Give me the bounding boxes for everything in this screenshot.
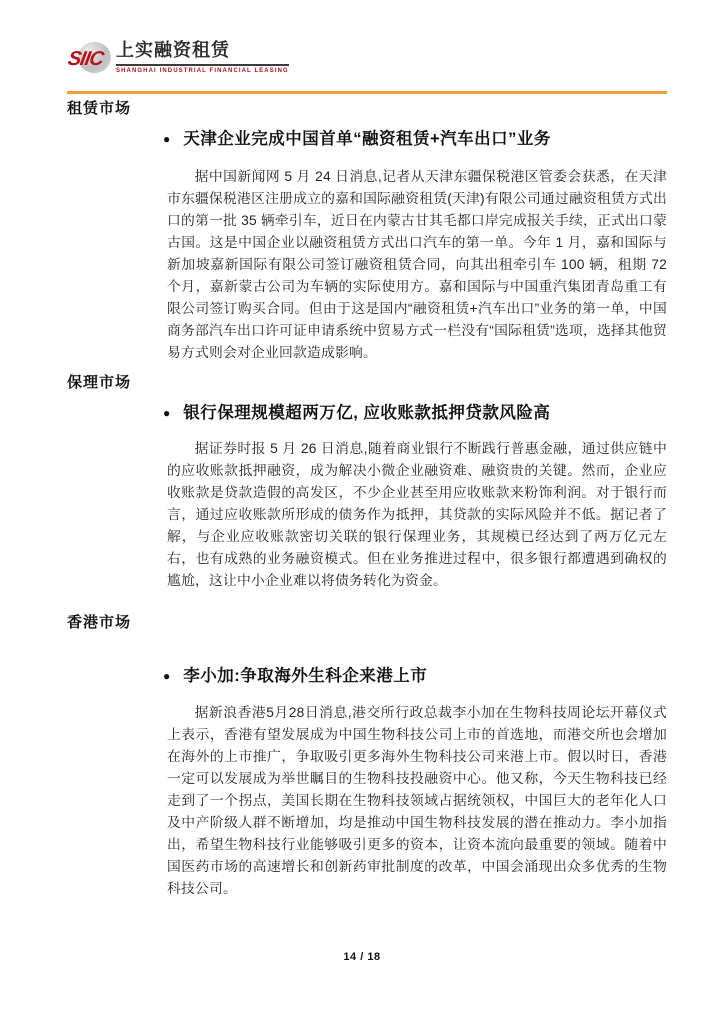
article-headline-row: [163, 665, 667, 687]
section-title: 香港市场: [67, 614, 132, 631]
section-hongkong-market: [67, 612, 667, 900]
newsletter-content: [67, 98, 667, 900]
logo-text-block: [116, 39, 289, 74]
section-leasing-market: [67, 98, 667, 364]
section-title: 租赁市场: [67, 100, 132, 117]
bullet-icon: ●: [163, 132, 171, 146]
siic-globe-emblem: [66, 39, 114, 79]
article-body: 据中国新闻网 5 月 24 日消息,记者从天津东疆保税港区管委会获悉，在天津市东疆保税港区注册成立的嘉和国际融资租赁(天津)有限公司通过融资租赁方式出口的第一批 35 辆牵引车，近日在内蒙古甘其毛都口岸完成报关手续，正式出口蒙古国。这是中国企业以融资租赁方式出口汽车的第一单。今年 1 月，嘉和国际与新加坡嘉新国际有限公司签订融资租赁合同，向其出租牵引车 100 辆，租期 72 个月，嘉新蒙古公司为车辆的实际使用方。嘉和国际与中国重汽集团青岛重工有限公司签订购买合同。但由于这是国内“融资租赁+汽车出口”业务的第一单，中国商务部汽车出口许可证申请系统中贸易方式一栏没有“国际租赁”选项，选择其他贸易方式则会对企业回款造成影响。: [167, 169, 667, 360]
article-body: 据新浪香港5月28日消息,港交所行政总裁李小加在生物科技周论坛开幕仪式上表示，香港有望发展成为中国生物科技公司上市的首选地，而港交所也会增加在海外的上市推广，争取吸引更多海外生物科技公司来港上市。假以时日，香港一定可以发展成为举世瞩目的生物科技投融资中心。他又称，今天生物科技已经走到了一个拐点，美国长期在生物科技领域占据统领权，中国巨大的老年化人口及中产阶级人群不断增加，均是推动中国生物科技发展的潜在推动力。李小加指出，希望生物科技行业能够吸引更多的资本，让资本流向最重要的领域。随着中国医药市场的高速增长和创新药审批制度的改革，中国会涌现出众多优秀的生物科技公司。: [167, 705, 667, 896]
article-headline: 银行保理规模超两万亿, 应收账款抵押贷款风险高: [183, 404, 551, 422]
article-body: 据证券时报 5 月 26 日消息,随着商业银行不断践行普惠金融，通过供应链中的应收账款抵押融资，成为解决小微企业融资难、融资贵的关键。然而，企业应收账款是贷款造假的高发区，不少企业甚至用应收账款来粉饰利润。对于银行而言，通过应收账款所形成的债务作为抵押，其贷款的实际风险并不低。据记者了解，与企业应收账款密切关联的银行保理业务，其规模已经达到了两万亿元左右，也有成熟的业务融资模式。但在业务推进过程中，很多银行都遭遇到确权的尴尬，这让中小企业难以将债务转化为资金。: [167, 441, 667, 588]
bullet-icon: ●: [163, 669, 171, 683]
article-headline: 天津企业完成中国首单“融资租赁+汽车出口”业务: [183, 130, 551, 148]
siic-wordmark: SIIC: [66, 48, 105, 70]
company-name: 上实融资租赁: [116, 39, 289, 66]
article-headline-row: [163, 402, 667, 424]
company-tagline: SHANGHAI INDUSTRIAL FINANCIAL LEASING: [116, 68, 289, 74]
section-title: 保理市场: [67, 374, 132, 391]
bullet-icon: ●: [163, 406, 171, 420]
page-number: 14 / 18: [343, 951, 381, 963]
section-factoring-market: [67, 372, 667, 592]
article-headline-row: [163, 128, 667, 150]
header-rule: [67, 91, 667, 94]
company-logo: [66, 39, 289, 79]
article-headline: 李小加:争取海外生科企来港上市: [183, 667, 428, 685]
